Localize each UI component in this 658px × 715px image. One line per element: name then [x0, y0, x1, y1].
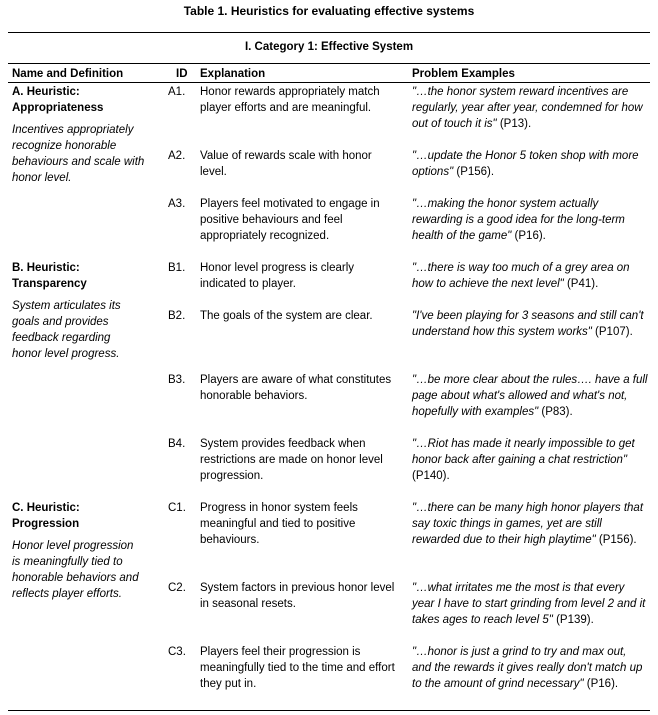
row-explanation: Players feel motivated to engage in positive behaviours and feel appropriately recognized.	[200, 198, 380, 242]
participant-id: (P156).	[595, 534, 637, 546]
row-explanation: System factors in previous honor level in seasonal resets.	[200, 582, 395, 610]
row-example	[412, 148, 648, 180]
participant-id: (P140).	[412, 470, 450, 482]
example-quote: "…Riot has made it nearly impossible to get honor back after gaining a chat restriction"	[412, 438, 635, 466]
example-quote: "…be more clear about the rules…. have a full page about what's allowed and what's not, hopefully with examples"	[412, 374, 648, 418]
header-explanation: Explanation	[200, 68, 266, 80]
row-id: B3.	[168, 374, 186, 386]
heuristic-title: A. Heuristic:	[12, 86, 80, 98]
header-name: Name and Definition	[12, 68, 124, 80]
example-quote: "…there is way too much of a grey area on how to achieve the next level"	[412, 262, 630, 290]
row-id: A3.	[168, 198, 186, 210]
row-id: C2.	[168, 582, 186, 594]
participant-id: (P41).	[563, 278, 599, 290]
row-example	[412, 436, 648, 484]
category-heading: I. Category 1: Effective System	[244, 41, 414, 53]
header-examples: Problem Examples	[412, 68, 515, 80]
heuristic-name: Appropriateness	[12, 102, 104, 114]
row-example	[412, 308, 648, 340]
example-quote: "…what irritates me the most is that every year I have to start grinding from level 2 and it takes ages to reach level 5"	[412, 582, 646, 626]
row-explanation: Honor level progress is clearly indicated to player.	[200, 262, 355, 290]
participant-id: (P83).	[538, 406, 573, 418]
participant-id: (P156).	[453, 166, 495, 178]
example-quote: "…there can be many high honor players that say toxic things in games, yet are still rewarded due to their high playtime"	[412, 502, 644, 546]
example-quote: "I've been playing for 3 seasons and still can't understand how this system works"	[412, 310, 644, 338]
row-example	[412, 372, 648, 420]
heuristic-group-b	[12, 260, 160, 362]
row-id: C3.	[168, 646, 186, 658]
participant-id: (P107).	[591, 326, 633, 338]
row-example	[412, 196, 648, 244]
heuristic-group-c	[12, 500, 160, 602]
example-quote: "…update the Honor 5 token shop with more options"	[412, 150, 639, 178]
row-example	[412, 260, 648, 292]
row-id: B2.	[168, 310, 186, 322]
row-example	[412, 580, 648, 628]
row-id: B4.	[168, 438, 186, 450]
heuristic-definition: Incentives appropriately recognize honorable behaviours and scale with honor level.	[12, 124, 145, 184]
heuristic-name: Progression	[12, 518, 80, 530]
participant-id: (P16).	[583, 678, 619, 690]
heuristic-title: B. Heuristic:	[12, 262, 80, 274]
row-id: A2.	[168, 150, 186, 162]
participant-id: (P139).	[552, 614, 594, 626]
bottom-rule	[8, 710, 650, 711]
heuristic-group-a	[12, 84, 160, 186]
row-explanation: Players are aware of what constitutes honorable behaviors.	[200, 374, 392, 402]
row-id: C1.	[168, 502, 186, 514]
category-rule	[8, 63, 650, 64]
row-explanation: Players feel their progression is meaningfully tied to the time and effort they put in.	[200, 646, 395, 690]
top-rule	[8, 32, 650, 33]
heuristic-definition: System articulates its goals and provides feedback regarding honor level progress.	[12, 300, 121, 360]
row-explanation: Value of rewards scale with honor level.	[200, 150, 372, 178]
header-id: ID	[176, 68, 188, 80]
row-explanation: System provides feedback when restrictions are made on honor level progression.	[200, 438, 383, 482]
participant-id: (P13).	[496, 118, 532, 130]
table-caption: Table 1. Heuristics for evaluating effective systems	[183, 4, 475, 18]
heuristic-name: Transparency	[12, 278, 87, 290]
participant-id: (P16).	[511, 230, 546, 242]
row-explanation: Progress in honor system feels meaningful and tied to positive behaviours.	[200, 502, 358, 546]
row-example	[412, 644, 648, 692]
heuristic-definition: Honor level progression is meaningfully tied to honorable behaviors and reflects player efforts.	[12, 540, 139, 600]
row-id: A1.	[168, 86, 186, 98]
header-rule	[8, 82, 650, 83]
example-quote: "…honor is just a grind to try and max out, and the rewards it gives really don't match up to the amount of grind necessary"	[412, 646, 643, 690]
row-explanation: The goals of the system are clear.	[200, 310, 373, 322]
example-quote: "…making the honor system actually rewarding is a good idea for the long-term health of the game"	[412, 198, 625, 242]
row-example	[412, 500, 648, 548]
row-explanation: Honor rewards appropriately match player efforts and are meaningful.	[200, 86, 380, 114]
heuristic-title: C. Heuristic:	[12, 502, 80, 514]
example-quote: "…the honor system reward incentives are regularly, year after year, condemned for how out of touch it is"	[412, 86, 643, 130]
row-example	[412, 84, 648, 132]
row-id: B1.	[168, 262, 186, 274]
